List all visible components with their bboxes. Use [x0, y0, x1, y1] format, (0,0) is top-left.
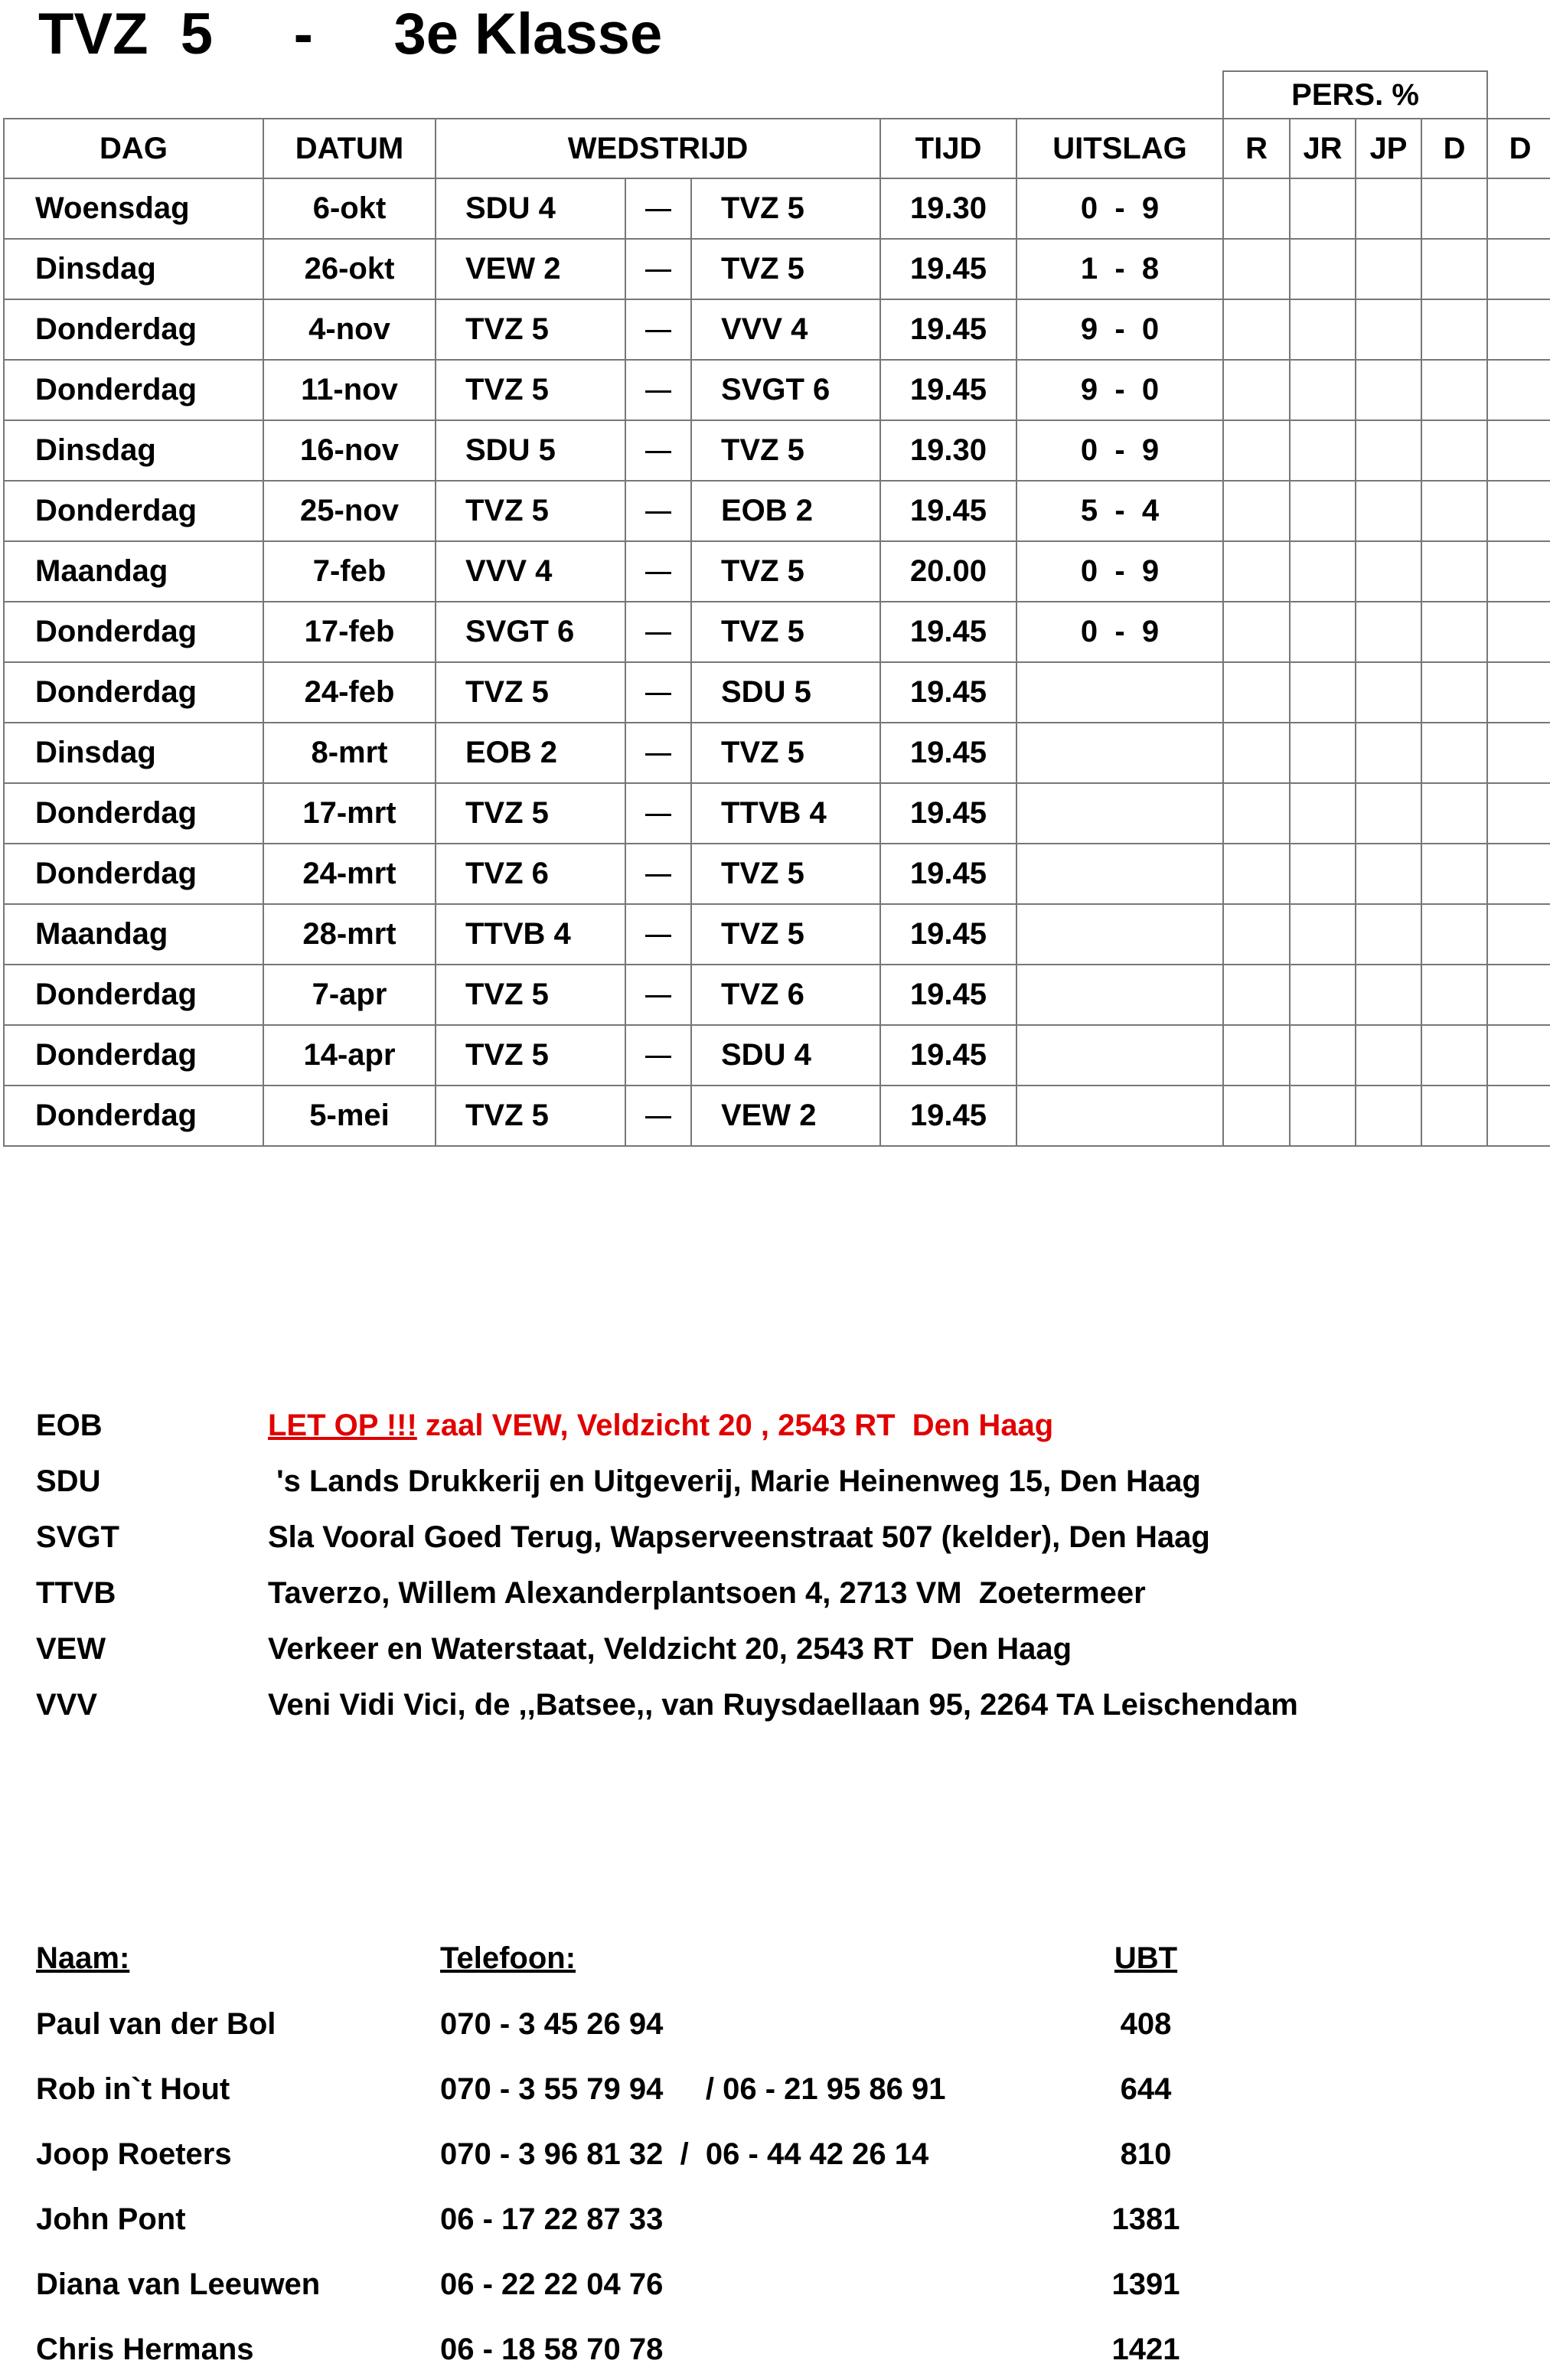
- cell-versus: [625, 541, 691, 602]
- cell-pers-jr: [1290, 178, 1356, 239]
- contact-ubt: 644: [1120, 2072, 1172, 2106]
- table-row: [4, 723, 1550, 783]
- cell-away-team: EOB 2: [691, 481, 880, 541]
- cell-dag: Woensdag: [4, 178, 263, 239]
- cell-home-team: TVZ 5: [436, 1086, 625, 1146]
- table-row: [4, 541, 1550, 602]
- cell-home-team: TVZ 5: [436, 662, 625, 723]
- cell-pers-r: [1223, 299, 1290, 360]
- table-row: [4, 481, 1550, 541]
- cell-dag: Maandag: [4, 541, 263, 602]
- cell-pers-d1: [1421, 299, 1487, 360]
- cell-home-team: TVZ 5: [436, 299, 625, 360]
- venue-description: Taverzo, Willem Alexanderplantsoen 4, 2713 VM Zoetermeer: [268, 1576, 1146, 1610]
- cell-pers-jr: [1290, 481, 1356, 541]
- cell-home-team: VEW 2: [436, 239, 625, 299]
- contact-phone: 070 - 3 55 79 94 / 06 - 21 95 86 91: [440, 2072, 946, 2106]
- contact-name: John Pont: [36, 2202, 186, 2236]
- cell-away-team: TVZ 5: [691, 178, 880, 239]
- cell-away-team: TVZ 5: [691, 602, 880, 662]
- cell-pers-d2: [1487, 360, 1550, 420]
- cell-tijd: 19.30: [880, 178, 1016, 239]
- cell-away-team: SDU 5: [691, 662, 880, 723]
- cell-pers-jp: [1356, 602, 1421, 662]
- versus-dash: [645, 572, 671, 574]
- cell-home-team: SDU 5: [436, 420, 625, 481]
- contact-row: [36, 2007, 1261, 2053]
- table-row: [4, 178, 1550, 239]
- contact-header-name: Naam:: [36, 1941, 130, 1975]
- cell-tijd: 19.45: [880, 904, 1016, 965]
- versus-dash: [645, 935, 671, 937]
- cell-away-team: TTVB 4: [691, 783, 880, 844]
- cell-pers-jp: [1356, 360, 1421, 420]
- cell-pers-d1: [1421, 662, 1487, 723]
- contact-name: Rob in`t Hout: [36, 2072, 230, 2106]
- cell-uitslag: 0 - 9: [1016, 602, 1223, 662]
- table-row: [4, 844, 1550, 904]
- cell-uitslag: [1016, 844, 1223, 904]
- cell-dag: Dinsdag: [4, 239, 263, 299]
- cell-uitslag: 9 - 0: [1016, 360, 1223, 420]
- table-row: [4, 662, 1550, 723]
- cell-dag: Donderdag: [4, 844, 263, 904]
- cell-pers-d2: [1487, 844, 1550, 904]
- versus-dash: [645, 1116, 671, 1118]
- col-header-jp: JP: [1356, 119, 1421, 178]
- versus-dash: [645, 874, 671, 877]
- cell-pers-jr: [1290, 844, 1356, 904]
- cell-pers-d2: [1487, 904, 1550, 965]
- venue-code: SVGT: [36, 1520, 119, 1554]
- cell-pers-jp: [1356, 783, 1421, 844]
- cell-datum: 17-feb: [263, 602, 436, 662]
- cell-versus: [625, 178, 691, 239]
- cell-pers-jp: [1356, 1025, 1421, 1086]
- schedule-table: [3, 70, 1550, 1147]
- cell-home-team: SDU 4: [436, 178, 625, 239]
- cell-tijd: 19.30: [880, 420, 1016, 481]
- cell-pers-jr: [1290, 420, 1356, 481]
- cell-datum: 7-feb: [263, 541, 436, 602]
- cell-pers-jr: [1290, 1086, 1356, 1146]
- cell-pers-d1: [1421, 541, 1487, 602]
- cell-datum: 24-feb: [263, 662, 436, 723]
- cell-pers-d1: [1421, 904, 1487, 965]
- cell-away-team: VVV 4: [691, 299, 880, 360]
- versus-dash: [645, 511, 671, 514]
- cell-uitslag: 0 - 9: [1016, 541, 1223, 602]
- cell-pers-r: [1223, 723, 1290, 783]
- versus-dash: [645, 753, 671, 756]
- cell-datum: 16-nov: [263, 420, 436, 481]
- cell-datum: 24-mrt: [263, 844, 436, 904]
- cell-versus: [625, 662, 691, 723]
- contact-row: [36, 2267, 1261, 2313]
- cell-datum: 17-mrt: [263, 783, 436, 844]
- cell-dag: Donderdag: [4, 481, 263, 541]
- cell-pers-jp: [1356, 1086, 1421, 1146]
- table-row: [4, 299, 1550, 360]
- cell-pers-jp: [1356, 541, 1421, 602]
- contact-row: [36, 2072, 1261, 2118]
- cell-pers-d2: [1487, 178, 1550, 239]
- cell-home-team: TTVB 4: [436, 904, 625, 965]
- cell-tijd: 19.45: [880, 965, 1016, 1025]
- cell-datum: 26-okt: [263, 239, 436, 299]
- cell-pers-d1: [1421, 178, 1487, 239]
- cell-datum: 6-okt: [263, 178, 436, 239]
- cell-pers-d1: [1421, 1025, 1487, 1086]
- contact-header-phone: Telefoon:: [440, 1941, 576, 1975]
- cell-versus: [625, 360, 691, 420]
- cell-uitslag: [1016, 723, 1223, 783]
- cell-uitslag: 0 - 9: [1016, 420, 1223, 481]
- cell-dag: Donderdag: [4, 602, 263, 662]
- cell-away-team: SVGT 6: [691, 360, 880, 420]
- contact-name: Chris Hermans: [36, 2333, 254, 2366]
- table-row: [4, 239, 1550, 299]
- cell-pers-r: [1223, 481, 1290, 541]
- cell-datum: 11-nov: [263, 360, 436, 420]
- cell-away-team: VEW 2: [691, 1086, 880, 1146]
- cell-pers-jr: [1290, 965, 1356, 1025]
- cell-pers-d1: [1421, 844, 1487, 904]
- contact-row: [36, 2333, 1261, 2378]
- cell-uitslag: 1 - 8: [1016, 239, 1223, 299]
- cell-home-team: TVZ 5: [436, 481, 625, 541]
- cell-versus: [625, 420, 691, 481]
- cell-pers-r: [1223, 178, 1290, 239]
- cell-pers-d2: [1487, 602, 1550, 662]
- cell-versus: [625, 299, 691, 360]
- cell-dag: Maandag: [4, 904, 263, 965]
- cell-tijd: 19.45: [880, 723, 1016, 783]
- cell-dag: Donderdag: [4, 360, 263, 420]
- contact-name: Joop Roeters: [36, 2137, 232, 2171]
- cell-pers-d1: [1421, 420, 1487, 481]
- cell-home-team: TVZ 5: [436, 783, 625, 844]
- cell-datum: 14-apr: [263, 1025, 436, 1086]
- col-header-dag: DAG: [4, 119, 263, 178]
- cell-pers-r: [1223, 783, 1290, 844]
- cell-home-team: VVV 4: [436, 541, 625, 602]
- table-row: [4, 1086, 1550, 1146]
- cell-pers-d2: [1487, 662, 1550, 723]
- cell-datum: 28-mrt: [263, 904, 436, 965]
- versus-dash: [645, 451, 671, 453]
- cell-uitslag: [1016, 1086, 1223, 1146]
- cell-home-team: TVZ 5: [436, 1025, 625, 1086]
- versus-dash: [645, 1056, 671, 1058]
- cell-dag: Dinsdag: [4, 723, 263, 783]
- cell-pers-r: [1223, 541, 1290, 602]
- cell-pers-d1: [1421, 965, 1487, 1025]
- cell-pers-jr: [1290, 783, 1356, 844]
- cell-pers-d2: [1487, 541, 1550, 602]
- cell-pers-d2: [1487, 783, 1550, 844]
- cell-uitslag: [1016, 783, 1223, 844]
- venue-code: SDU: [36, 1464, 101, 1498]
- table-row: [4, 602, 1550, 662]
- cell-datum: 8-mrt: [263, 723, 436, 783]
- cell-home-team: SVGT 6: [436, 602, 625, 662]
- cell-pers-jr: [1290, 723, 1356, 783]
- versus-dash: [645, 995, 671, 997]
- cell-dag: Donderdag: [4, 783, 263, 844]
- cell-versus: [625, 239, 691, 299]
- contact-name: Paul van der Bol: [36, 2007, 276, 2041]
- cell-tijd: 20.00: [880, 541, 1016, 602]
- cell-pers-d1: [1421, 360, 1487, 420]
- versus-dash: [645, 632, 671, 635]
- cell-dag: Donderdag: [4, 299, 263, 360]
- venue-code: VVV: [36, 1688, 98, 1722]
- cell-pers-r: [1223, 360, 1290, 420]
- venue-description: LET OP !!! zaal VEW, Veldzicht 20 , 2543 RT Den Haag: [268, 1409, 1054, 1442]
- col-header-uitslag: UITSLAG: [1016, 119, 1223, 178]
- contact-ubt: 408: [1120, 2007, 1172, 2041]
- contact-row: [36, 2137, 1261, 2183]
- col-header-jr: JR: [1290, 119, 1356, 178]
- cell-away-team: TVZ 5: [691, 723, 880, 783]
- venue-code: EOB: [36, 1409, 103, 1442]
- cell-dag: Donderdag: [4, 1025, 263, 1086]
- cell-tijd: 19.45: [880, 239, 1016, 299]
- contact-header-ubt: UBT: [1114, 1941, 1178, 1975]
- cell-pers-r: [1223, 904, 1290, 965]
- cell-away-team: TVZ 5: [691, 420, 880, 481]
- venue-description: Sla Vooral Goed Terug, Wapserveenstraat 507 (kelder), Den Haag: [268, 1520, 1210, 1554]
- cell-pers-jp: [1356, 299, 1421, 360]
- cell-pers-d2: [1487, 723, 1550, 783]
- cell-pers-d1: [1421, 602, 1487, 662]
- cell-versus: [625, 965, 691, 1025]
- cell-tijd: 19.45: [880, 1086, 1016, 1146]
- cell-tijd: 19.45: [880, 662, 1016, 723]
- versus-dash: [645, 209, 671, 211]
- contact-ubt: 1381: [1111, 2202, 1180, 2236]
- cell-tijd: 19.45: [880, 360, 1016, 420]
- cell-uitslag: [1016, 904, 1223, 965]
- cell-away-team: TVZ 5: [691, 239, 880, 299]
- cell-pers-jr: [1290, 541, 1356, 602]
- cell-pers-d1: [1421, 1086, 1487, 1146]
- cell-uitslag: [1016, 965, 1223, 1025]
- cell-uitslag: 5 - 4: [1016, 481, 1223, 541]
- contact-phone: 070 - 3 45 26 94: [440, 2007, 664, 2041]
- cell-pers-jp: [1356, 723, 1421, 783]
- cell-pers-jr: [1290, 662, 1356, 723]
- cell-pers-jp: [1356, 239, 1421, 299]
- pers-header: PERS. %: [1223, 71, 1487, 119]
- contact-ubt: 1421: [1111, 2333, 1180, 2366]
- cell-datum: 25-nov: [263, 481, 436, 541]
- cell-pers-jp: [1356, 965, 1421, 1025]
- contact-ubt: 810: [1120, 2137, 1172, 2171]
- versus-dash: [645, 330, 671, 332]
- cell-pers-d2: [1487, 420, 1550, 481]
- cell-pers-d1: [1421, 239, 1487, 299]
- venue-warning: LET OP !!!: [268, 1409, 417, 1442]
- cell-versus: [625, 844, 691, 904]
- cell-versus: [625, 602, 691, 662]
- cell-tijd: 19.45: [880, 1025, 1016, 1086]
- cell-dag: Donderdag: [4, 1086, 263, 1146]
- cell-pers-jp: [1356, 420, 1421, 481]
- cell-tijd: 19.45: [880, 602, 1016, 662]
- cell-pers-r: [1223, 602, 1290, 662]
- cell-uitslag: 0 - 9: [1016, 178, 1223, 239]
- cell-dag: Donderdag: [4, 662, 263, 723]
- cell-pers-jr: [1290, 602, 1356, 662]
- cell-home-team: TVZ 5: [436, 965, 625, 1025]
- cell-tijd: 19.45: [880, 481, 1016, 541]
- cell-pers-jr: [1290, 1025, 1356, 1086]
- cell-home-team: TVZ 6: [436, 844, 625, 904]
- cell-pers-d1: [1421, 783, 1487, 844]
- cell-versus: [625, 723, 691, 783]
- cell-pers-d2: [1487, 965, 1550, 1025]
- table-row: [4, 1025, 1550, 1086]
- cell-home-team: TVZ 5: [436, 360, 625, 420]
- cell-pers-jr: [1290, 360, 1356, 420]
- col-header-wedstrijd: WEDSTRIJD: [436, 119, 880, 178]
- cell-versus: [625, 904, 691, 965]
- cell-away-team: TVZ 5: [691, 844, 880, 904]
- cell-pers-d2: [1487, 299, 1550, 360]
- table-row: [4, 965, 1550, 1025]
- cell-datum: 4-nov: [263, 299, 436, 360]
- cell-pers-jp: [1356, 904, 1421, 965]
- cell-away-team: TVZ 5: [691, 541, 880, 602]
- cell-pers-jr: [1290, 299, 1356, 360]
- table-row: [4, 904, 1550, 965]
- cell-pers-d2: [1487, 481, 1550, 541]
- versus-dash: [645, 693, 671, 695]
- cell-versus: [625, 1025, 691, 1086]
- cell-pers-jr: [1290, 904, 1356, 965]
- col-header-r: R: [1223, 119, 1290, 178]
- cell-pers-r: [1223, 420, 1290, 481]
- cell-pers-jp: [1356, 178, 1421, 239]
- cell-away-team: TVZ 5: [691, 904, 880, 965]
- col-header-d2: D: [1487, 119, 1550, 178]
- contact-phone: 06 - 22 22 04 76: [440, 2267, 664, 2301]
- contact-ubt: 1391: [1111, 2267, 1180, 2301]
- versus-dash: [645, 269, 671, 272]
- cell-pers-r: [1223, 965, 1290, 1025]
- cell-pers-r: [1223, 239, 1290, 299]
- cell-pers-r: [1223, 844, 1290, 904]
- contact-phone: 06 - 17 22 87 33: [440, 2202, 664, 2236]
- cell-datum: 7-apr: [263, 965, 436, 1025]
- contact-name: Diana van Leeuwen: [36, 2267, 321, 2301]
- cell-pers-r: [1223, 662, 1290, 723]
- versus-dash: [645, 814, 671, 816]
- venue-description: 's Lands Drukkerij en Uitgeverij, Marie Heinenweg 15, Den Haag: [268, 1464, 1201, 1498]
- venue-code: VEW: [36, 1632, 106, 1666]
- contact-phone: 06 - 18 58 70 78: [440, 2333, 664, 2366]
- cell-versus: [625, 481, 691, 541]
- cell-home-team: EOB 2: [436, 723, 625, 783]
- cell-pers-jp: [1356, 481, 1421, 541]
- cell-tijd: 19.45: [880, 299, 1016, 360]
- cell-versus: [625, 1086, 691, 1146]
- col-header-tijd: TIJD: [880, 119, 1016, 178]
- cell-pers-jr: [1290, 239, 1356, 299]
- cell-pers-r: [1223, 1086, 1290, 1146]
- cell-versus: [625, 783, 691, 844]
- header-row: [4, 119, 1550, 178]
- cell-away-team: SDU 4: [691, 1025, 880, 1086]
- cell-uitslag: 9 - 0: [1016, 299, 1223, 360]
- cell-pers-d2: [1487, 239, 1550, 299]
- table-row: [4, 420, 1550, 481]
- venue-description: Veni Vidi Vici, de ,,Batsee,, van Ruysdaellaan 95, 2264 TA Leischendam: [268, 1688, 1298, 1722]
- cell-dag: Donderdag: [4, 965, 263, 1025]
- cell-pers-jp: [1356, 662, 1421, 723]
- cell-away-team: TVZ 6: [691, 965, 880, 1025]
- versus-dash: [645, 390, 671, 393]
- header-row-top: [4, 71, 1550, 119]
- venue-description: Verkeer en Waterstaat, Veldzicht 20, 2543 RT Den Haag: [268, 1632, 1072, 1666]
- contact-row: [36, 2202, 1261, 2248]
- col-header-datum: DATUM: [263, 119, 436, 178]
- cell-tijd: 19.45: [880, 844, 1016, 904]
- cell-pers-d1: [1421, 481, 1487, 541]
- cell-tijd: 19.45: [880, 783, 1016, 844]
- page-title: TVZ 5 - 3e Klasse: [38, 2, 663, 67]
- contact-phone: 070 - 3 96 81 32 / 06 - 44 42 26 14: [440, 2137, 929, 2171]
- venue-code: TTVB: [36, 1576, 116, 1610]
- cell-datum: 5-mei: [263, 1086, 436, 1146]
- cell-uitslag: [1016, 1025, 1223, 1086]
- cell-pers-d1: [1421, 723, 1487, 783]
- cell-uitslag: [1016, 662, 1223, 723]
- cell-pers-d2: [1487, 1086, 1550, 1146]
- cell-pers-r: [1223, 1025, 1290, 1086]
- table-row: [4, 360, 1550, 420]
- cell-dag: Dinsdag: [4, 420, 263, 481]
- contact-header-row: [36, 1941, 1261, 1987]
- cell-pers-jp: [1356, 844, 1421, 904]
- table-row: [4, 783, 1550, 844]
- col-header-d1: D: [1421, 119, 1487, 178]
- cell-pers-d2: [1487, 1025, 1550, 1086]
